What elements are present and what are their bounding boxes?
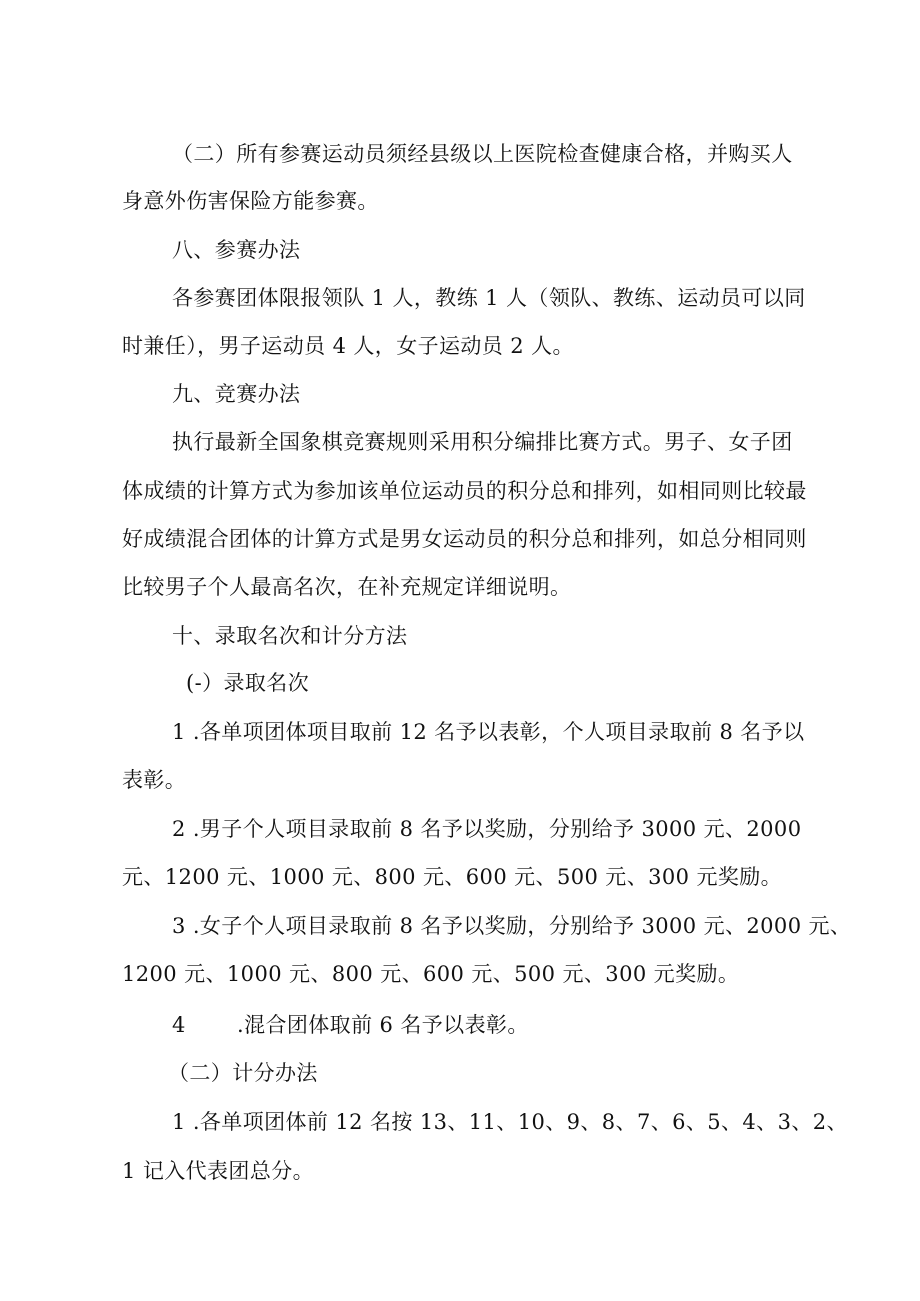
paragraph-line: 1 .各单项团体项目取前 12 名予以表彰，个人项目录取前 8 名予以 xyxy=(172,720,805,744)
paragraph-line: 时兼任），男子运动员 4 人，女子运动员 2 人。 xyxy=(122,334,574,358)
paragraph-line: 各参赛团体限报领队 1 人，教练 1 人（领队、教练、运动员可以同 xyxy=(172,286,806,310)
section-heading: 九、竞赛办法 xyxy=(172,382,301,406)
section-heading: 十、录取名次和计分方法 xyxy=(172,624,408,648)
paragraph-line: 1 记入代表团总分。 xyxy=(122,1159,315,1183)
subsection-heading: （二）计分办法 xyxy=(168,1061,318,1085)
paragraph-line: 表彰。 xyxy=(122,768,187,792)
paragraph-line: 2 .男子个人项目录取前 8 名予以奖励，分别给予 3000 元、2000 xyxy=(172,817,802,841)
paragraph-line: 1 .各单项团体前 12 名按 13、11、10、9、8、7、6、5、4、3、2、 xyxy=(172,1110,848,1134)
paragraph-line: 元、1200 元、1000 元、800 元、600 元、500 元、300 元奖励。 xyxy=(122,865,783,889)
paragraph-line: 比较男子个人最高名次，在补充规定详细说明。 xyxy=(122,575,572,599)
paragraph-line: .混合团体取前 6 名予以表彰。 xyxy=(237,1013,529,1037)
paragraph-line: 好成绩混合团体的计算方式是男女运动员的积分总和排列，如总分相同则 xyxy=(122,527,807,551)
paragraph-line: （二）所有参赛运动员须经县级以上医院检查健康合格，并购买人 xyxy=(172,142,793,166)
paragraph-line: 身意外伤害保险方能参赛。 xyxy=(122,189,379,213)
list-number: 4 xyxy=(172,1013,186,1037)
paragraph-line: 3 .女子个人项目录取前 8 名予以奖励，分别给予 3000 元、2000 元、 xyxy=(172,914,852,938)
paragraph-line: 体成绩的计算方式为参加该单位运动员的积分总和排列，如相同则比较最 xyxy=(122,479,807,503)
subsection-heading: (-）录取名次 xyxy=(186,671,310,695)
paragraph-line: 1200 元、1000 元、800 元、600 元、500 元、300 元奖励。 xyxy=(122,962,740,986)
paragraph-line: 执行最新全国象棋竞赛规则采用积分编排比赛方式。男子、女子团 xyxy=(172,430,793,454)
section-heading: 八、参赛办法 xyxy=(172,238,301,262)
